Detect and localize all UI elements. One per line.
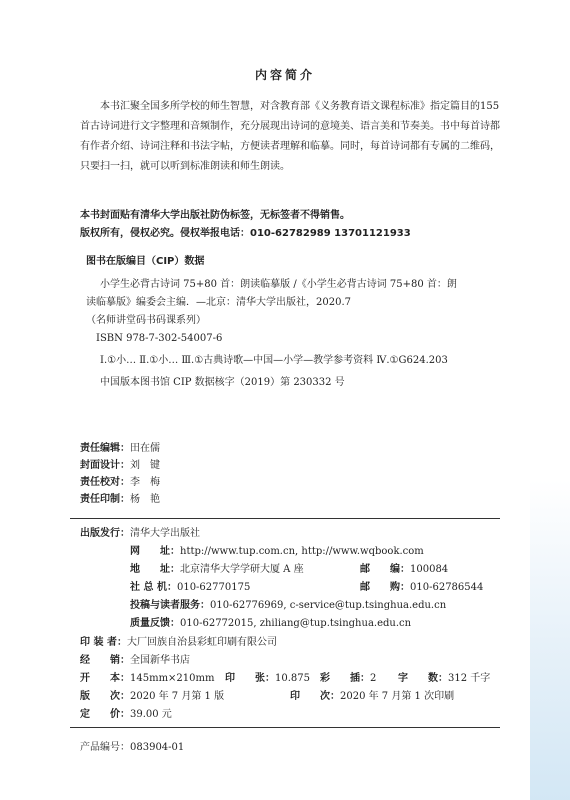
plates-row bbox=[320, 673, 376, 685]
staff-label: 责任印制： bbox=[80, 494, 130, 505]
website-row bbox=[130, 546, 424, 558]
postcode-label: 邮 编： bbox=[360, 564, 410, 575]
page-title: 内容简介 bbox=[254, 68, 315, 82]
website-value: http://www.tup.com.cn, http://www.wqbook.com bbox=[180, 546, 424, 557]
publisher-row bbox=[80, 528, 200, 540]
staff-label: 封面设计： bbox=[80, 460, 130, 471]
staff-value: 刘 键 bbox=[130, 460, 160, 471]
printer-row bbox=[80, 637, 277, 649]
publisher-label: 出版发行： bbox=[80, 528, 130, 539]
cip-number: 中国版本图书馆 CIP 数据核字（2019）第 230332 号 bbox=[100, 377, 345, 388]
cip-isbn: ISBN 978-7-302-54007-6 bbox=[96, 333, 223, 344]
price-value: 39.00 元 bbox=[130, 709, 172, 720]
format-value: 145mm×210mm bbox=[130, 673, 215, 684]
impression-row bbox=[290, 691, 454, 703]
cip-line-2: 读临摹版》编委会主编．—北京：清华大学出版社，2020.7 bbox=[86, 297, 351, 308]
impression-value: 2020 年 7 月第 1 次印刷 bbox=[340, 691, 455, 702]
mailorder-value: 010-62786544 bbox=[410, 582, 484, 593]
publisher-name: 清华大学出版社 bbox=[130, 528, 200, 539]
staff-value: 杨 艳 bbox=[130, 494, 160, 505]
words-row bbox=[398, 673, 490, 685]
staff-row bbox=[80, 477, 160, 489]
staff-value: 田在儒 bbox=[130, 443, 160, 454]
plates-value: 2 bbox=[370, 673, 377, 684]
staff-row bbox=[80, 494, 160, 506]
format-label: 开 本： bbox=[80, 673, 130, 684]
switchboard-value: 010-62770175 bbox=[176, 582, 251, 593]
cip-series: （名师讲堂码书码课系列） bbox=[86, 315, 206, 326]
staff-row bbox=[80, 443, 160, 455]
cip-classification: Ⅰ.①小… Ⅱ.①小… Ⅲ.①古典诗歌—中国—小学—教学参考资料 Ⅳ.①G624.203 bbox=[100, 355, 448, 366]
intro-paragraph: 本书汇聚全国多所学校的师生智慧，对含教育部《义务教育语文课程标准》指定篇目的155首古诗词进行文字整理和音频制作，充分展现出诗词的意境美、语言美和节奏美。书中每首诗都有作者介绍、诗词注释和书法字帖，方便读者理解和临摹。同时，每首诗词都有专属的二维码，只要扫一扫，就可以听到标准朗读和师生朗读。 bbox=[80, 101, 500, 172]
postcode-row bbox=[360, 564, 448, 576]
service-label: 投稿与读者服务： bbox=[130, 600, 210, 611]
format-row bbox=[80, 673, 214, 685]
edition-value: 2020 年 7 月第 1 版 bbox=[130, 691, 225, 702]
product-code-row bbox=[80, 742, 184, 754]
product-code-label: 产品编号： bbox=[80, 742, 130, 753]
plates-label: 彩 插： bbox=[320, 673, 370, 684]
distributor-row bbox=[80, 655, 190, 667]
staff-label: 责任校对： bbox=[80, 477, 130, 488]
anti-counterfeit-notice: 本书封面贴有清华大学出版社防伪标签，无标签者不得销售。 bbox=[80, 210, 350, 221]
edition-label: 版 次： bbox=[80, 691, 130, 702]
service-value: 010-62776969, c-service@tup.tsinghua.edu.cn bbox=[210, 600, 447, 611]
mailorder-label: 邮 购： bbox=[360, 582, 410, 593]
postcode-value: 100084 bbox=[410, 564, 449, 575]
printer-label: 印 装 者： bbox=[80, 637, 127, 648]
staff-row bbox=[80, 460, 160, 472]
cip-line-1: 小学生必背古诗词 75+80 首：朗读临摹版 /《小学生必背古诗词 75+80 首：朗 bbox=[100, 279, 457, 290]
sheets-label: 印 张： bbox=[225, 673, 275, 684]
website-label: 网 址： bbox=[130, 546, 180, 557]
address-row bbox=[130, 564, 304, 576]
sheets-row bbox=[225, 673, 310, 685]
printer-value: 大厂回族自治县彩虹印刷有限公司 bbox=[126, 637, 277, 648]
divider bbox=[70, 518, 500, 519]
edge-decoration bbox=[530, 480, 570, 800]
divider bbox=[70, 727, 500, 728]
price-row bbox=[80, 709, 172, 721]
service-row bbox=[130, 600, 446, 612]
impression-label: 印 次： bbox=[290, 691, 340, 702]
copyright-notice: 版权所有，侵权必究。侵权举报电话：010-62782989 13701121933 bbox=[80, 228, 411, 239]
staff-label: 责任编辑： bbox=[80, 443, 130, 454]
address-value: 北京清华大学学研大厦 A 座 bbox=[180, 564, 304, 575]
switchboard-row bbox=[130, 582, 250, 594]
distributor-label: 经 销： bbox=[80, 655, 130, 666]
quality-value: 010-62772015, zhiliang@tup.tsinghua.edu.cn bbox=[180, 618, 412, 629]
edition-row bbox=[80, 691, 224, 703]
switchboard-label: 社 总 机： bbox=[130, 582, 177, 593]
quality-label: 质量反馈： bbox=[130, 618, 180, 629]
distributor-value: 全国新华书店 bbox=[130, 655, 190, 666]
words-value: 312 千字 bbox=[448, 673, 491, 684]
price-label: 定 价： bbox=[80, 709, 130, 720]
address-label: 地 址： bbox=[130, 564, 180, 575]
words-label: 字 数： bbox=[398, 673, 448, 684]
product-code-value: 083904-01 bbox=[130, 742, 185, 753]
sheets-value: 10.875 bbox=[275, 673, 310, 684]
staff-value: 李 梅 bbox=[130, 477, 160, 488]
mailorder-row bbox=[360, 582, 483, 594]
quality-row bbox=[130, 618, 411, 630]
cip-heading: 图书在版编目（CIP）数据 bbox=[86, 256, 205, 267]
